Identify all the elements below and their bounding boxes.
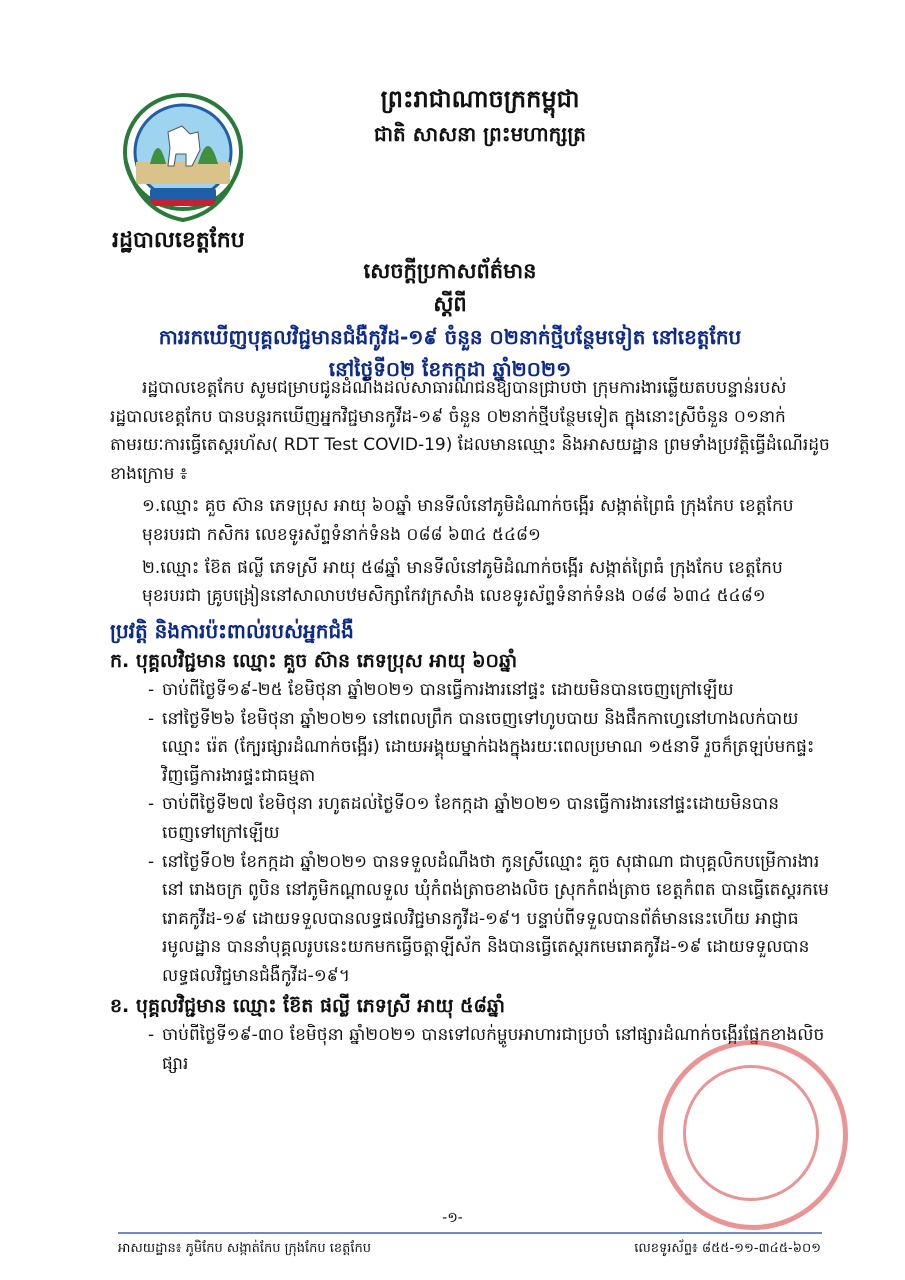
person-a-heading: ក. បុគ្គលវិជ្ជមាន ឈ្មោះ គួច ស៊ាន ភេទប្រុស អាយុ ៦០ឆ្នាំ	[110, 650, 518, 673]
case-2: ២.ឈ្មោះ ខ៊ែត ផល្លី ភេទស្រី អាយុ ៥៨ឆ្នាំ មានទីលំនៅភូមិដំណាក់ចង្អើរ សង្កាត់ព្រៃធំ ក្រុងកែប ខេត្តកែប មុខរបរជា គ្រូបង្រៀននៅសាលាបឋមសិក្សាកែវក្រសាំង លេខទូរស័ព្ទទំនាក់ទំនង ០៨៨ ៦៣៤ ៥៤៨១	[142, 557, 783, 607]
footer-address: អាសយដ្ឋាន៖ ភូមិកែប សង្កាត់កែប ក្រុងកែប ខេត្តកែប	[118, 1241, 372, 1256]
document-title-block	[60, 258, 840, 386]
list-item: - នៅថ្ងៃទី០២ ខែកក្កដា ឆ្នាំ២០២១ បានទទួលដំណឹងថា កូនស្រីឈ្មោះ គួច សុផាណា ជាបុគ្គលិកបម្រើការងារនៅ រោងចក្រ ពូបិន នៅភូមិកណ្តាលទួល ឃុំកំពង់ត្រាចខាងលិច ស្រុកកំពង់ត្រាច ខេត្តកំពត បានធ្វើតេស្តរកមេរោគកូវីដ-១៩ ដោយទទួលបានលទ្ធផលវិជ្ជមានកូវីដ-១៩។ បន្ទាប់ពីទទួលបានព័ត៌មាននេះហើយ អាជ្ញាធរមូលដ្ឋាន បាននាំបុគ្គលរូបនេះយកមកធ្វើចត្តាឡីស័ក និងបានធ្វើតេស្តរកមេរោគកូវីដ-១៩ ដោយទទួលបានលទ្ធផលវិជ្ជមានជំងឺកូវីដ-១៩។	[162, 848, 830, 991]
list-item: - ចាប់ពីថ្ងៃទី១៩-៣០ ខែមិថុនា ឆ្នាំ២០២១ បានទៅលក់ម្ហូបអាហារជាប្រចាំ នៅផ្សារដំណាក់ចង្អើរផ្នែកខាងលិចផ្សារ	[162, 1021, 830, 1078]
kingdom-header	[330, 84, 630, 151]
official-seal-stamp	[658, 1040, 848, 1230]
list-item: - ចាប់ពីថ្ងៃទី១៩-២៥ ខែមិថុនា ឆ្នាំ២០២១ បានធ្វើការងារនៅផ្ទះ ដោយមិនបានចេញក្រៅឡើយ	[162, 676, 830, 705]
title-line-3: ការរកឃើញបុគ្គលវិជ្ជមានជំងឺកូវីដ-១៩ ចំនួន ០២នាក់ថ្មីបន្ថែមទៀត នៅខេត្តកែប	[158, 325, 742, 349]
title-line-4: នៅថ្ងៃទី០២ ខែកក្កដា ឆ្នាំ២០២១	[328, 357, 572, 381]
national-motto: ជាតិ សាសនា ព្រះមហាក្សត្រ	[374, 122, 586, 146]
intro-paragraph: រដ្ឋបាលខេត្តកែប សូមជម្រាបជូនដំណឹងដល់សាធារណជនឱ្យបានជ្រាបថា ក្រុមការងារឆ្លើយតបបន្ទាន់របស់រដ្ឋបាលខេត្តកែប បានបន្តរកឃើញអ្នកវិជ្ជមានកូវីដ-១៩ ចំនួន ០២នាក់ថ្មីបន្ថែមទៀត ក្នុងនោះស្រីចំនួន ០១នាក់ តាមរយៈការធ្វើតេស្តរហ័ស( RDT Test COVID-19) ដែលមានឈ្មោះ និងអាសយដ្ឋាន ព្រមទាំងប្រវត្តិធ្វើដំណើរដូចខាងក្រោម ៖	[110, 378, 830, 484]
kingdom-name: ព្រះរាជាណាចក្រកម្ពុជា	[380, 85, 580, 113]
kep-province-logo	[120, 92, 246, 226]
person-b-heading: ខ. បុគ្គលវិជ្ជមាន ឈ្មោះ ខ៊ែត ផល្លី ភេទស្រី អាយុ ៥៨ឆ្នាំ	[110, 995, 506, 1018]
person-a-list	[110, 676, 830, 991]
organization-name: រដ្ឋបាលខេត្តកែប	[112, 228, 245, 253]
list-item: - ចាប់ពីថ្ងៃទី២៧ ខែមិថុនា រហូតដល់ថ្ងៃទី០១ ខែកក្កដា ឆ្នាំ២០២១ បានធ្វើការងារនៅផ្ទះដោយមិនបានចេញទៅក្រៅឡើយ	[162, 790, 830, 847]
history-heading: ប្រវត្តិ និងការប៉ះពាល់របស់អ្នកជំងឺ	[110, 618, 354, 643]
footer-divider	[118, 1232, 822, 1234]
footer-phone: លេខទូរស័ព្ទ៖ ៨៥៥-១១-៣៤៥-៦០១	[634, 1241, 821, 1256]
case-1: ១.ឈ្មោះ គួច ស៊ាន ភេទប្រុស អាយុ ៦០ឆ្នាំ មានទីលំនៅភូមិដំណាក់ចង្អើរ សង្កាត់ព្រៃធំ ក្រុងកែប ខេត្តកែប មុខរបរជា កសិករ លេខទូរស័ព្ទទំនាក់ទំនង ០៨៨ ៦៣៤ ៥៤៨១	[142, 496, 794, 545]
list-item: - នៅថ្ងៃទី២៦ ខែមិថុនា ឆ្នាំ២០២១ នៅពេលព្រឹក បានចេញទៅហូបបាយ និងផឹកកាហ្វេនៅហាងលក់បាយ ឈ្មោះ រ៉េត (ក្បែរផ្សារដំណាក់ចង្អើរ) ដោយអង្គុយម្នាក់ឯងក្នុងរយៈពេលប្រមាណ ១៥នាទី រួចក៏ត្រឡប់មកផ្ទះវិញធ្វើការងារផ្ទះជាធម្មតា	[162, 705, 830, 791]
title-line-2: ស្តីពី	[433, 292, 467, 316]
document-body	[110, 374, 830, 1078]
title-line-1: សេចក្តីប្រកាសព័ត៌មាន	[363, 259, 537, 283]
page-number: -១-	[442, 1210, 463, 1226]
